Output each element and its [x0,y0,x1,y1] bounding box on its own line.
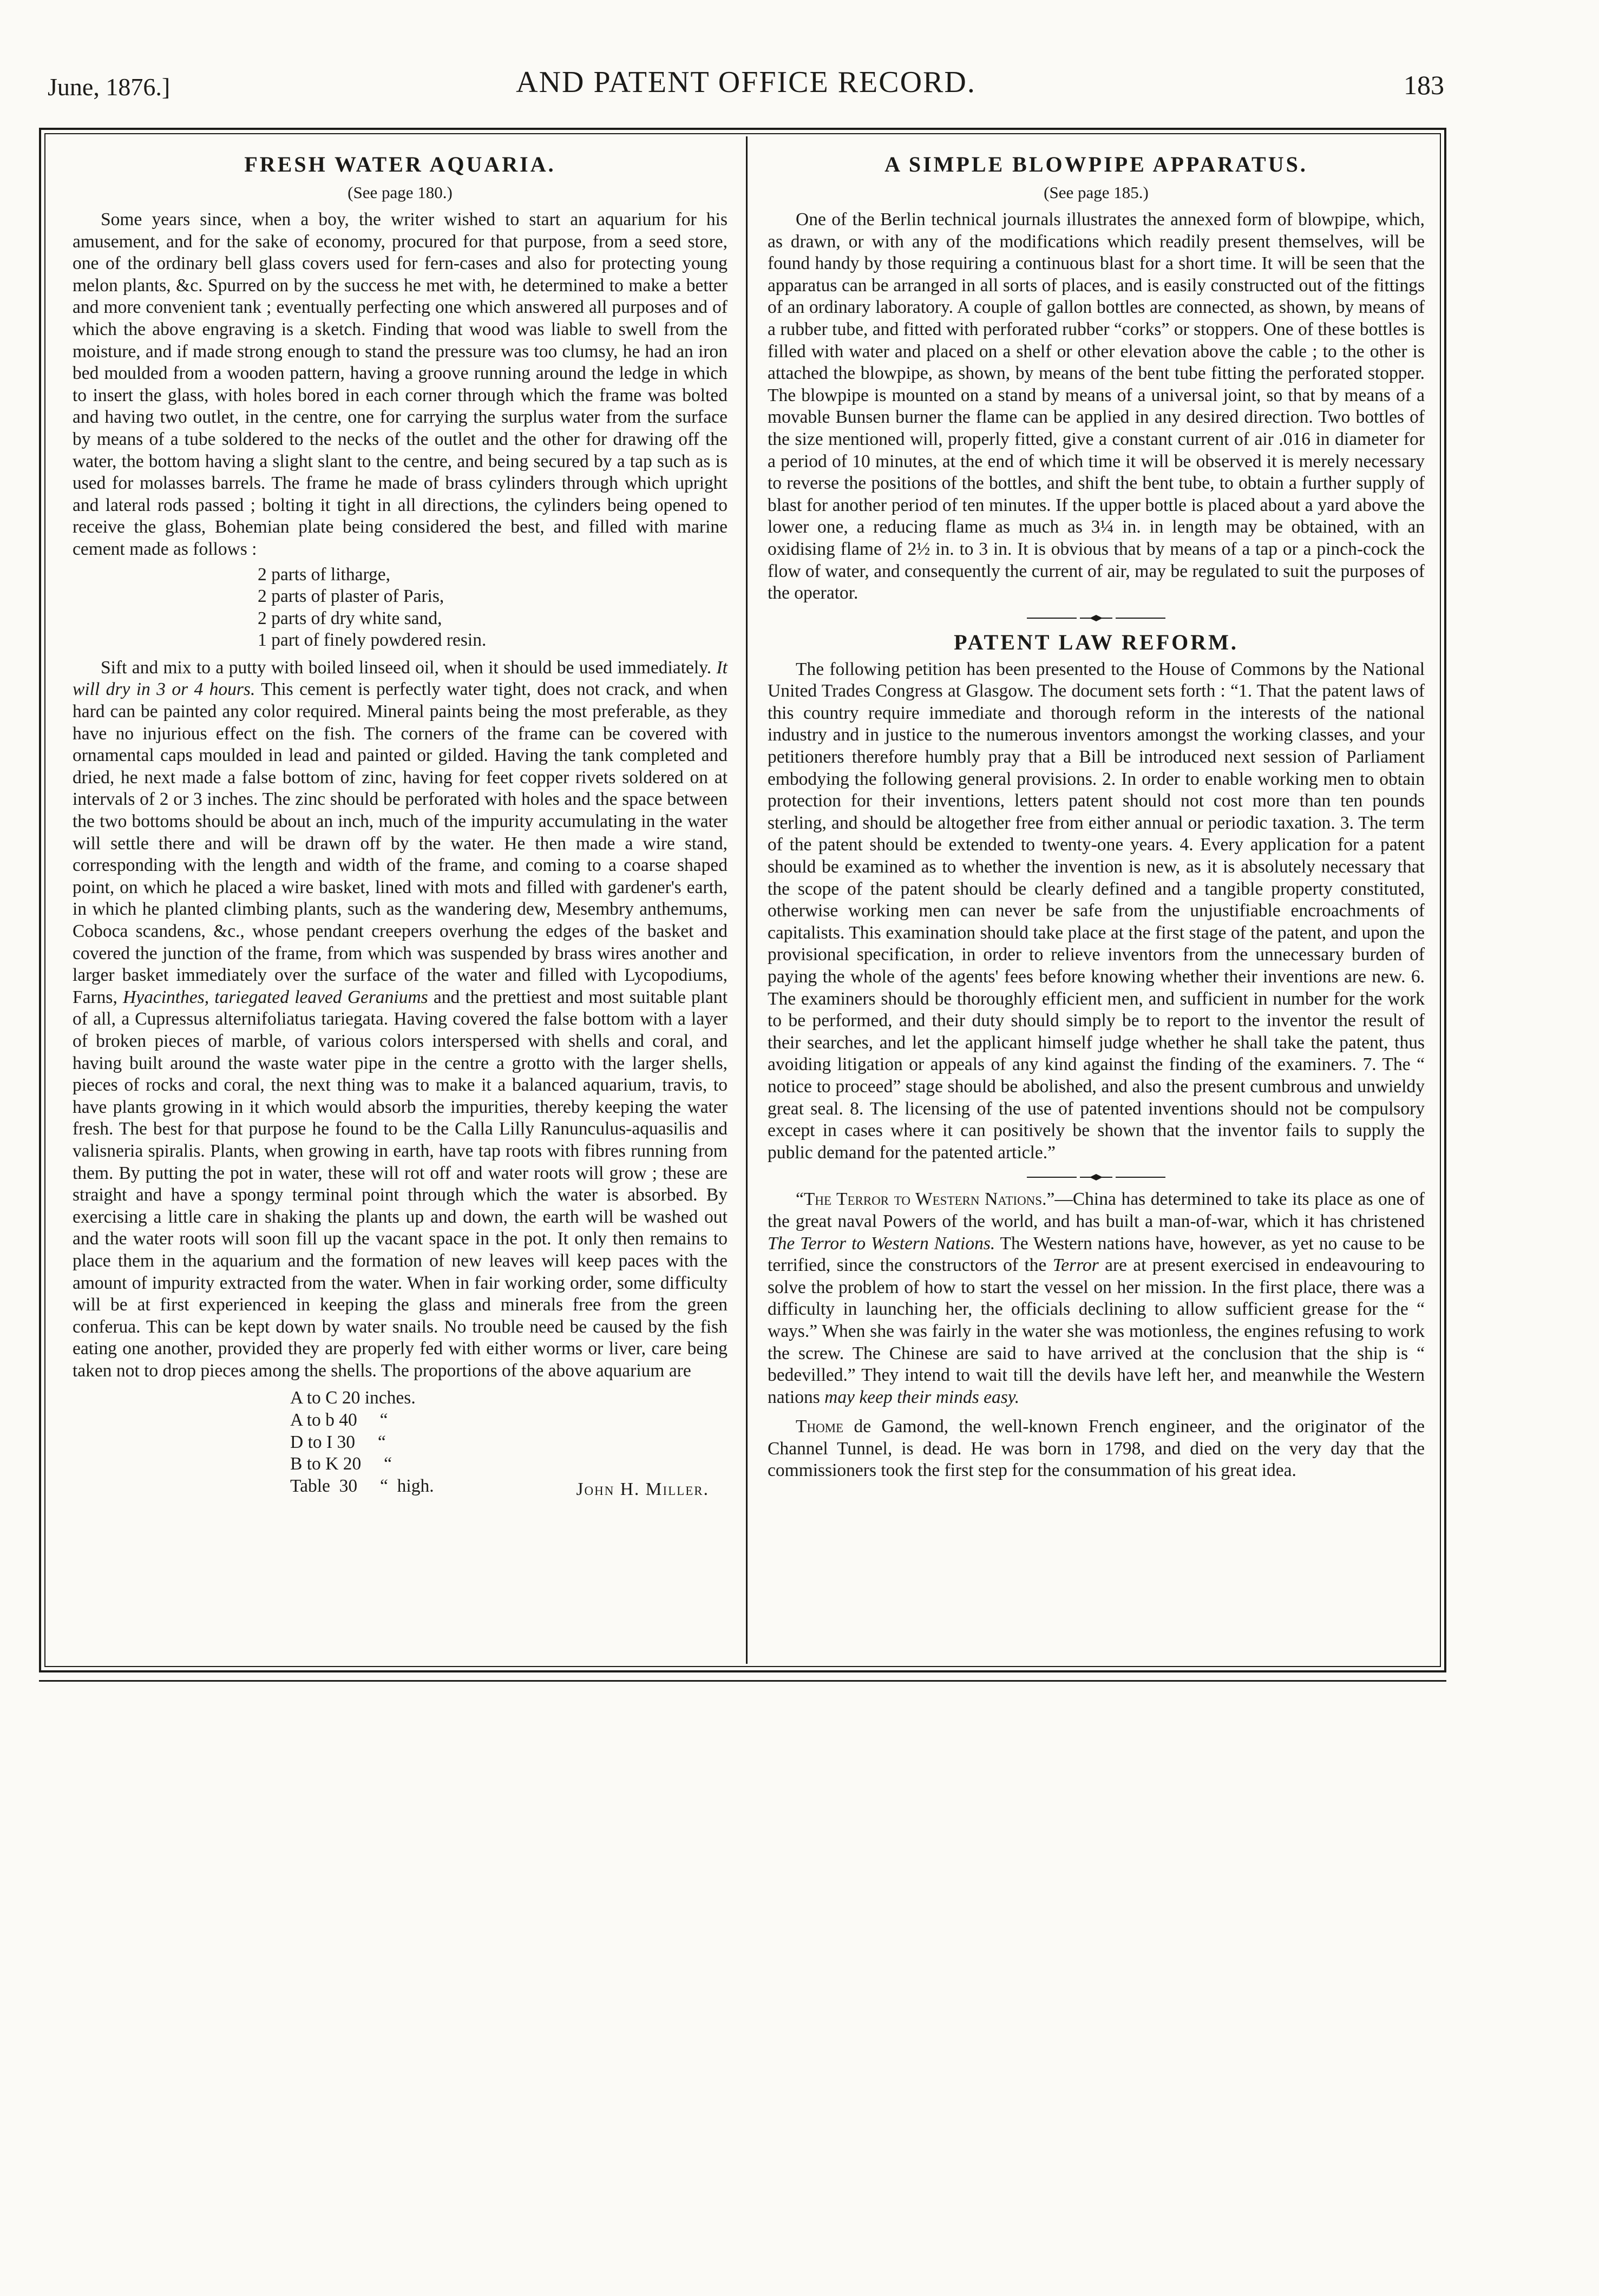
terror-text-3: are at present exercised in endeavouring to solve the problem of how to start the vessel on her mission. In the first place, there was a difficulty in launching her, the officials declining to allow sufficient grease for the “ ways.” When she was fairly in the water she was motionless, the engines refusing to work the screw. The Chinese are said to have arrived at the conclusion that the ship is “ bedevilled.” They intend to wait till the devils have left her, and meanwhile the Western nations [768,1255,1425,1407]
blowpipe-title: A SIMPLE BLOWPIPE APPARATUS. [884,152,1308,176]
terror-text-4: may keep their minds easy. [824,1387,1020,1407]
page-frame [39,128,1446,1672]
divider-rule-right [1116,618,1165,619]
aquaria-p2-italic: It will dry in 3 or 4 hours. [73,657,728,700]
aquaria-p2-a: Sift and mix to a putty with boiled linseed oil, when it should be used immediately. [101,657,712,678]
aquaria-p2-italic-plants: Hyacinthes, tariegated leaved Geraniums [123,987,428,1007]
ship-name-short: Terror [1052,1255,1099,1276]
cement-formula [258,564,728,652]
dimension-line: Table 30 “ high. [290,1475,434,1496]
terror-text-1: —China has determined to take its place as one of the great naval Powers of the world, and has built a man-of-war, which it has christened [768,1189,1425,1231]
formula-line: 2 parts of plaster of Paris, [258,586,444,607]
patent-law-title: PATENT LAW REFORM. [954,629,1238,654]
ship-name: The Terror to Western Nations. [768,1233,995,1254]
aquaria-p2-c: This cement is perfectly water tight, does not crack, and when hard can be painted any color required. Mineral paints being the most preferable, as they have no injurious effect on the fish. The corners of the frame can be covered with ornamental caps moulded in lead and painted or gilded. Having the tank completed and dried, he next made a false bottom of zinc, having for feet copper rivets soldered on at intervals of 2 or 3 inches. The zinc should be perforated with holes and the space between the two bottoms should be about an inch, much of the impurity accumulating in the water will settle there and will be drawn off by the water. He then made a wire stand, corresponding with the length and width of the frame, and coming to a coarse shaped point, on which he placed a wire basket, lined with mots and filled with gardener's earth, in which he planted climbing plants, such as the wandering dew, Mesembry anthemums, Coboca scandens, &c., whose pendant creepers overhung the edges of the basket and covered the junction of the frame, from which was suspended by brass wires another and larger basket immediately over the surface of the water and filled with Lycopodiums, Farns, [73,679,728,1007]
aquaria-paragraph-2 [73,657,728,1382]
thome-text: de Gamond, the well-known French engineer, and the originator of the Channel Tunnel, is dead. He was born in 1798, and died on the very day that the commissioners took the first step for the consummation of his great idea. [768,1416,1425,1481]
patent-law-paragraph: The following petition has been presented to the House of Commons by the National United Trades Congress at Glasgow. The document sets forth : “1. That the patent laws of this country require immediate and thorough reform in the interests of the national industry and in justice to the numerous inventors amongst the working classes, and your petitioners therefore humbly pray that a Bill be introduced next session of Parliament embodying the following general provisions. 2. In order to enable working men to obtain protection for their inventions, letters patent should not cost more than ten pounds sterling, and should be altogether free from either annual or periodic taxation. 3. The term of the patent should be extended to twenty-one years. 4. Every application for a patent should be examined as to whether the invention is new, as it is absolutely necessary that the scope of the patent should be clearly defined and a tangible property constituted, otherwise working men can never be safe from the unjustifiable encroachments of capitalists. This examination should take place at the first stage of the patent, and upon the provisional specification, in order to relieve inventors from the unnecessary burden of paying the whole of the agents' fees before knowing whether their inventions are new. 6. The examiners should be thoroughly efficient men, and sufficient in number for the work to be performed, and their duty should simply be to report to the inventor the result of their searches, and let the applicant himself judge whether he shall take the patent, thus avoiding litigation or appeals of any kind against the finding of the examiners. 7. The “ notice to proceed” stage should be abolished, and also the present cumbrous and unwieldy great seal. 8. The licensing of the use of patented inventions should not be compulsory except in cases where it can positively be shown that the inventor fails to supply the public demand for the patented article.” [768,659,1425,1163]
section-divider [768,614,1425,622]
terror-text-2: The Western nations have, however, as yet no cause to be terrified, since the constructors of the [768,1233,1425,1276]
aquaria-p2-e: and the prettiest and most suitable plant of all, a Cupressus alternifoliatus tariegata. Having covered the false bottom with a layer of broken pieces of marble, of various colors interspersed with shells and coral, and having built around the waste water pipe in the centre a grotto with the larger shells, pieces of rocks and coral, the next thing was to make it a balanced aquarium, travis, to have plants growing in it which would absorb the impurities, thereby keeping the water fresh. The best for that purpose he found to be the Calla Lilly Ranunculus-aquasilis and valisneria spiralis. Plants, when growing in earth, have tap roots with fibres running from them. By putting the pot in water, these will rot off and water roots will grow ; these are straight and have a spongy terminal point through which the water is absorbed. By exercising a little care in shaking the plants up and down, the earth will be washed out and the water roots will soon fill up the vacant space in the pot. It only then remains to place them in the aquarium and the formation of new leaves will keep paces with the amount of impurity extracted from the water. When in fair working order, some difficulty will be at first experienced in keeping the glass and minerals free from the green conferua. This can be kept down by water snails. No trouble need be caused by the fish eating one another, provided they are properly fed with either worms or liver, care being taken not to drop pieces among the shells. The proportions of the above aquarium are [73,987,728,1381]
journal-title: AND PATENT OFFICE RECORD. [516,65,976,99]
section-divider [768,1173,1425,1181]
ornament-icon [1080,1173,1112,1181]
divider-rule-left [1027,1177,1077,1178]
right-column [768,152,1425,1482]
issue-date: June, 1876.] [48,73,171,101]
ornament-icon [1080,614,1112,622]
formula-line: 2 parts of dry white sand, [258,608,442,628]
page-number: 183 [1404,70,1444,100]
running-head [48,65,1444,108]
author-signature: John H. Miller. [576,1479,709,1500]
divider-rule-left [1027,618,1077,619]
bottom-rule [39,1680,1446,1682]
divider-rule-right [1116,1177,1165,1178]
column-rule [746,136,748,1664]
aquaria-title: FRESH WATER AQUARIA. [244,152,556,176]
dimension-line: D to I 30 “ [290,1432,386,1452]
terror-paragraph [768,1189,1425,1408]
blowpipe-see-page: (See page 185.) [1044,183,1149,202]
formula-line: 1 part of finely powdered resin. [258,630,487,651]
dimension-line: B to K 20 “ [290,1454,392,1474]
aquaria-see-page: (See page 180.) [348,183,453,202]
terror-heading: “The Terror to Western Nations.” [796,1189,1055,1210]
blowpipe-paragraph: One of the Berlin technical journals illustrates the annexed form of blowpipe, which, as drawn, or with any of the modifications which readily present themselves, will be found handy by those requiring a continuous blast for a short time. It will be seen that the apparatus can be arranged in all sorts of places, and is easily constructed out of the fittings of an ordinary laboratory. A couple of gallon bottles are connected, as shown, by means of a rubber tube, and fitted with perforated rubber “corks” or stoppers. One of these bottles is filled with water and placed on a shelf or other elevation above the cable ; to the other is attached the blowpipe, as shown, by means of the bent tube fitting the perforated stopper. The blowpipe is mounted on a stand by means of a universal joint, so that by means of a movable Bunsen burner the flame can be applied in any desired direction. Two bottles of the size mentioned will, properly fitted, give a constant current of air .016 in diameter for a period of 10 minutes, at the end of which time it will be observed it is merely necessary to reverse the positions of the bottles, and shift the bent tube, to obtain a further supply of blast for another period of ten minutes. If the upper bottle is placed about a yard above the lower one, a reducing flame as much as 3¼ in. in length may be obtained, with an oxidising flame of 2½ in. to 3 in. It is obvious that by means of a tap or a pinch-cock the flow of water, and consequently the current of air, may be regulated to suit the purposes of the operator. [768,209,1425,603]
aquaria-paragraph-1: Some years since, when a boy, the writer wished to start an aquarium for his amusement, and for the sake of economy, procured for that purpose, from a seed store, one of the ordinary bell glass covers used for fern-cases and also for protecting young melon plants, &c. Spurred on by the success he met with, he determined to make a better and more convenient tank ; eventually perfecting one which answered all purposes and of which the above engraving is a sketch. Finding that wood was liable to swell from the moisture, and if made strong enough to stand the pressure was too clumsy, he had an iron bed moulded from a wooden pattern, having a groove running around the ledge in which to insert the glass, with holes bored in each corner through which the frame was bolted and having two outlet, in the centre, one for carrying the surplus water from the surface by means of a tube soldered to the necks of the outlet and the other for drawing off the water, the bottom having a slight slant to the centre, and being secured by a tap such as is used for molasses barrels. The frame he made of brass cylinders through which upright and lateral rods passed ; bolting it tight in all directions, the cylinders being opened to receive the glass, Bohemian plate being considered the best, and filled with marine cement made as follows : [73,209,728,559]
dimension-line: A to b 40 “ [290,1410,388,1431]
dimension-line: A to C 20 inches. [290,1388,416,1408]
thome-paragraph [768,1416,1425,1482]
left-column [73,152,728,1501]
formula-line: 2 parts of litharge, [258,564,390,585]
thome-name: Thome [796,1416,844,1437]
